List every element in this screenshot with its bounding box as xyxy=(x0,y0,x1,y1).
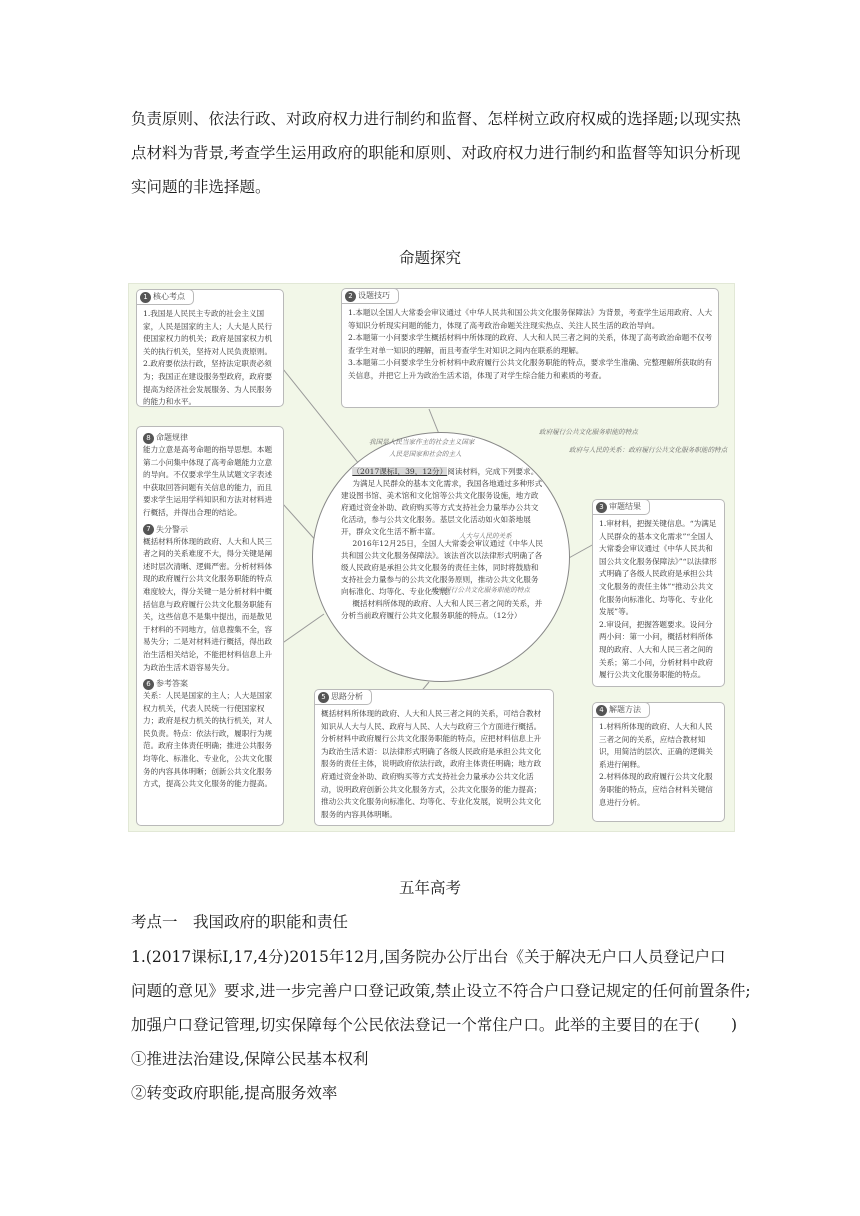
intro-line-2: 点材料为背景,考查学生运用政府的职能和原则、对政府权力进行制约和监督等知识分析现 xyxy=(131,144,741,162)
left-analysis-box xyxy=(136,426,284,826)
solution-method-box xyxy=(592,702,725,822)
warning-text: 概括材料所体现的政府、人大和人民三者之间的关系难度不大，得分关键是阐述时层次清晰、逻辑严密。分析材料体现的政府履行公共文化服务职能的特点难度较大，得分关键一是分析材料中概括信息与政府履行公共文化服务职能有关，这些信息不是集中提出，而是散见于材料的不同地方，信息搜集不全，容易失分；二是对材料进行概括，得出政治生活相关结论，不能把材料信息上升为政治生活术语容易失分。 xyxy=(143,536,273,672)
design-item-1: 1.本题以全国人大常委会审议通过《中华人民共和国公共文化服务保障法》为背景，考查学生运用政府、人大等知识分析现实问题的能力，体现了高考政治命题关注现实热点、关注人民生活的政治导向。 xyxy=(348,308,713,330)
question-1-line-3: 加强户口登记管理,切实保障每个公民依法登记一个常住户口。此举的主要目的在于( ) xyxy=(131,1016,738,1034)
number-7-icon: 7 xyxy=(143,524,154,535)
thinking-text: 概括材料所体现的政府、人大和人民三者之间的关系，可结合教材知识从人大与人民、政府与人民、人大与政府三个方面进行概括。分析材料中政府履行公共文化服务职能的特点，应把材料信息上升为政治生活术语：以法律形式明确了各级人民政府是承担公共文化服务的责任主体，说明政府依法行政，政府主体责任明确；地方政府通过资金补助、政府购买等方式支持社会力量承办公共文化活动，说明政府创新公共文化服务方式，公共文化服务的能力提高；推动公共文化服务向标准化、均等化、专业化发展，说明公共文化服务的内容具体明晰。 xyxy=(321,709,542,819)
question-text xyxy=(341,466,546,622)
thinking-analysis-box xyxy=(314,689,554,826)
question-1-line-1: 1.(2017课标Ⅰ,17,4分)2015年12月,国务院办公厅出台《关于解决无户口人员登记户口 xyxy=(131,948,726,966)
design-skills-box xyxy=(341,288,719,408)
answer-text: 关系：人民是国家的主人；人大是国家权力机关，代表人民统一行使国家权力；政府是权力机关的执行机关，对人民负责。特点：依法行政，履职行为规范。政府主体责任明确；推进公共服务均等化、标准化、专业化，公共文化服务的内容具体明晰；创新公共文化服务方式，提高公共文化服务的能力提高。 xyxy=(143,691,273,789)
thinking-analysis-tab: 5 思路分析 xyxy=(314,689,372,705)
section-title: 命题探究 xyxy=(398,249,461,267)
core-point-2: 2.政府要依法行政，坚持法定职责必须为；我国正在建设服务型政府，政府要提高为经济社会发展服务、为人民服务的能力和水平。 xyxy=(143,359,273,407)
option-1: ①推进法治建设,保障公民基本权利 xyxy=(131,1050,369,1068)
design-skills-tab: 2 设题技巧 xyxy=(341,288,399,304)
review-item-1: 1.审材料，把握关键信息。“为满足人民群众的基本文化需求”“全国人大常委会审议通过《中华人民共和国公共文化服务保障法》”“以法律形式明确了各级人民政府是承担公共文化服务的责任主体”“推动公共文化服务向标准化、均等化、专业化发展”等。 xyxy=(599,519,717,617)
review-result-box xyxy=(592,499,725,687)
review-item-2: 2.审设问，把握答题要求。设问分两小问：第一小问，概括材料所体现的政府、人大和人民三者之间的关系；第二小问，分析材料中政府履行公共文化服务职能的特点。 xyxy=(599,619,713,680)
answer-heading: 6 参考答案 xyxy=(143,677,278,690)
number-8-icon: 8 xyxy=(143,433,154,444)
topic-title: 考点一 我国政府的职能和责任 xyxy=(131,913,349,931)
number-4-icon: 4 xyxy=(596,705,607,716)
number-2-icon: 2 xyxy=(345,291,356,302)
design-item-3: 3.本题第二小问要求学生分析材料中政府履行公共文化服务职能的特点，要求学生准确、完整理解所获取的有关信息，并把它上升为政治生活术语，体现了对学生综合能力和素质的考查。 xyxy=(348,358,713,380)
rule-text: 能力立意是高考命题的指导思想。本题第二小问集中体现了高考命题能力立意的导向。不仅要求学生从试题文字表述中获取回答问题有关信息的能力，而且要求学生运用学科知识和方法对材料进行概括，并得出合理的结论。 xyxy=(143,445,273,517)
five-year-title: 五年高考 xyxy=(398,879,461,897)
annotation-1: 我国是人民当家作主的社会主义国家 xyxy=(369,438,475,446)
review-result-tab: 3 审题结果 xyxy=(592,499,650,515)
core-points-box xyxy=(136,289,284,407)
intro-line-1: 负责原则、依法行政、对政府权力进行制约和监督、怎样树立政府权威的选择题;以现实热 xyxy=(131,110,741,128)
option-2: ②转变政府职能,提高服务效率 xyxy=(131,1084,338,1102)
solution-method-tab: 4 解题方法 xyxy=(592,702,650,718)
warning-heading: 7 失分警示 xyxy=(143,523,278,536)
design-item-2: 2.本题第一小问要求学生概括材料中所体现的政府、人大和人民三者之间的关系，体现了高考政治命题不仅考查学生对单一知识的理解，而且考查学生对知识之间内在联系的理解。 xyxy=(348,333,713,355)
annotation-5: 人大与人民的关系 xyxy=(459,532,512,540)
mind-map-figure xyxy=(128,283,735,832)
method-item-1: 1.材料所体现的政府、人大和人民三者之间的关系，应结合教材知识，用简洁的层次、正确的逻辑关系进行阐释。 xyxy=(599,722,713,769)
number-6-icon: 6 xyxy=(143,679,154,690)
number-1-icon: 1 xyxy=(140,292,151,303)
rule-heading: 8 命题规律 xyxy=(143,431,278,444)
annotation-4: 政府与人民的关系：政府履行公共文化服务职能的特点 xyxy=(569,446,728,454)
number-3-icon: 3 xyxy=(596,502,607,513)
intro-line-3: 实问题的非选择题。 xyxy=(131,178,271,196)
question-prompt: 概括材料所体现的政府、人大和人民三者之间的关系，并分析当前政府履行公共文化服务职能的特点。（12分） xyxy=(341,599,543,620)
annotation-3: 政府履行公共文化服务职能的特点 xyxy=(539,428,638,436)
annotation-6: 政府履行公共文化服务职能的特点 xyxy=(431,586,530,594)
question-material-2: 2016年12月25日，全国人大常委会审议通过《中华人民共和国公共文化服务保障法》。该法首次以法律形式明确了各级人民政府是承担公共文化服务的责任主体，同时将鼓励和支持社会力量参与的公共文化服务原则，推动公共文化服务向标准化、均等化、专业化发展。 xyxy=(341,539,543,596)
question-instruction: 阅读材料，完成下列要求。 xyxy=(447,467,539,476)
question-source: （2017课标Ⅰ，39，12分） xyxy=(352,467,448,476)
method-item-2: 2.材料体现的政府履行公共文化服务职能的特点，应结合材料关键信息进行分析。 xyxy=(599,772,713,807)
annotation-2: 人民是国家和社会的主人 xyxy=(389,450,462,458)
core-points-tab: 1 核心考点 xyxy=(136,289,194,305)
number-5-icon: 5 xyxy=(318,692,329,703)
question-1-line-2: 问题的意见》要求,进一步完善户口登记政策,禁止设立不符合户口登记规定的任何前置条件; xyxy=(131,982,751,1000)
core-point-1: 1.我国是人民民主专政的社会主义国家，人民是国家的主人；人大是人民行使国家权力的机关；政府是国家权力机关的执行机关，坚持对人民负责原则。 xyxy=(143,309,273,356)
question-material-1: 为满足人民群众的基本文化需求，我国各地通过多种形式建设图书馆、美术馆和文化馆等公共文化服务设施，地方政府通过资金补助、政府购买等方式支持社会力量举办公共文化活动，参与公共文化服务。基层文化活动如火如荼地展开，群众文化生活不断丰富。 xyxy=(341,479,543,536)
